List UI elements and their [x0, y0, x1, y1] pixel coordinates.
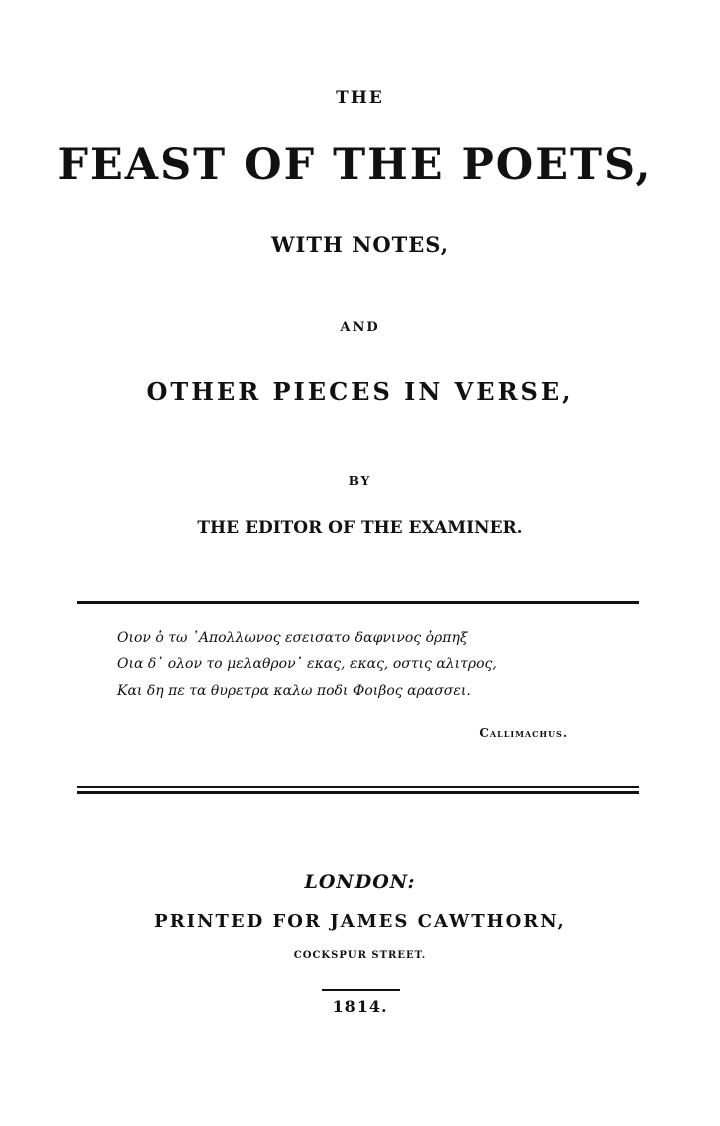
divider-bottom: [77, 786, 639, 788]
imprint-printer: PRINTED FOR JAMES CAWTHORN,: [154, 911, 566, 932]
conjunction-and: AND: [340, 320, 380, 335]
author: THE EDITOR OF THE EXAMINER.: [197, 518, 523, 538]
divider-top: [77, 601, 639, 604]
imprint-year: 1814.: [332, 997, 388, 1016]
divider-bottom-double: [77, 791, 639, 794]
subtitle-other-pieces: OTHER PIECES IN VERSE,: [146, 377, 574, 406]
pre-title: THE: [336, 88, 384, 108]
epigraph-line: Οιον ὁ τω ᾿Απολλωνος εσεισατο δαφνινος ὁρπηξ: [117, 630, 468, 646]
epigraph-line: Οια δ᾿ ολον το μελαθρον᾿ εκας, εκας, οστις αλιτρος,: [117, 656, 497, 672]
imprint-street: COCKSPUR STREET.: [293, 950, 427, 961]
epigraph-line: Και δη πε τα θυρετρα καλω ποδι Φοιβος αρασσει.: [117, 683, 471, 699]
by-line: BY: [348, 474, 372, 488]
epigraph-attribution: Callimachus.: [479, 726, 568, 740]
subtitle-with-notes: WITH NOTES,: [270, 232, 450, 257]
divider-short: [322, 989, 400, 991]
imprint-city: LONDON:: [304, 871, 416, 893]
book-title: FEAST OF THE POETS,: [57, 140, 653, 190]
